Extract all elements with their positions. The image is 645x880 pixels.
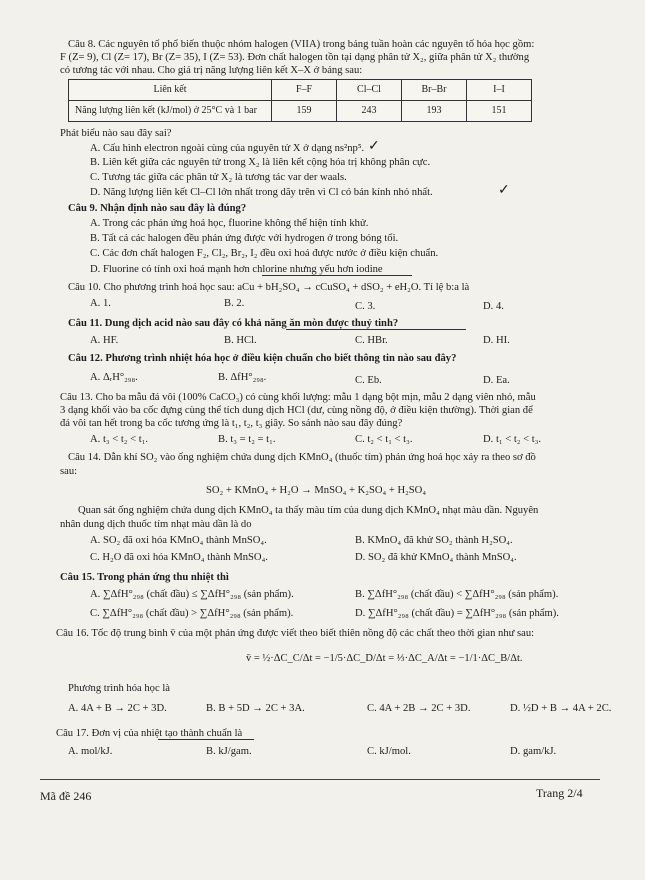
q15-option-c[interactable]: C. ∑ΔfH°₂₉₈ (chất đầu) > ∑ΔfH°₂₉₈ (sản phẩm). [90,608,294,619]
q15-option-a[interactable]: A. ∑ΔfH°₂₉₈ (chất đầu) ≤ ∑ΔfH°₂₉₈ (sản phẩm). [90,589,294,600]
q13-option-a[interactable]: A. t₃ < t₂ < t₁. [90,434,149,445]
q14-stem-line2: sau: [60,466,78,477]
q9-option-b[interactable]: B. Tất cả các halogen đều phản ứng được với hydrogen ở trong bóng tối. [90,233,399,244]
q9-stem: Câu 9. Nhận định nào sau đây là đúng? [68,203,247,214]
q14-stem-line4: nhân dung dịch thuốc tím nhạt màu dần là do [60,519,252,530]
q13-option-b[interactable]: B. t₃ = t₂ = t₁. [218,434,276,445]
q11-option-b[interactable]: B. HCl. [224,335,257,346]
q12-option-d[interactable]: D. Ea. [483,375,510,386]
q10-option-a[interactable]: A. 1. [90,298,111,309]
q10-option-c[interactable]: C. 3. [355,301,376,312]
page-number: Trang 2/4 [536,786,583,800]
q16-line2: Phương trình hóa học là [68,683,170,694]
table-val-cl-cl: 243 [337,101,402,122]
table-val-i-i: 151 [467,101,532,122]
q13-stem-line3: đá vôi tan hết trong ba cốc tương ứng là t₁, t₂, t₃ giây. So sánh nào sau đây đúng? [60,418,403,429]
q13-option-c[interactable]: C. t₂ < t₁ < t₃. [355,434,413,445]
q14-stem-line1: Câu 14. Dẫn khí SO₂ vào ống nghiệm chứa dung dịch KMnO₄ (thuốc tím) phản ứng hoá học xảy ra theo sơ đồ [68,452,536,463]
table-col-cl-cl: Cl–Cl [337,80,402,101]
q16-option-b[interactable]: B. B + 5D → 2C + 3A. [206,703,305,714]
q9-option-a[interactable]: A. Trong các phản ứng hoá học, fluorine không thể hiện tính khử. [90,218,369,229]
underline-mark [262,275,412,276]
q14-option-d[interactable]: D. SO₂ đã khử KMnO₄ thành MnSO₄. [355,552,517,563]
q8-stem-line1: Câu 8. Các nguyên tố phổ biến thuộc nhóm halogen (VIIA) trong bảng tuần hoàn các nguyên tố hóa học gồm: [68,39,535,50]
q14-stem-line3: Quan sát ống nghiệm chứa dung dịch KMnO₄ ta thấy màu tím của dung dịch KMnO₄ nhạt màu dần. Nguyên [78,505,539,516]
q16-option-c[interactable]: C. 4A + 2B → 2C + 3D. [367,703,471,714]
q14-option-a[interactable]: A. SO₂ đã oxi hóa KMnO₄ thành MnSO₄. [90,535,267,546]
table-val-f-f: 159 [272,101,337,122]
check-mark-icon: ✓ [368,139,380,154]
q17-option-a[interactable]: A. mol/kJ. [68,746,113,757]
q10-stem: Câu 10. Cho phương trình hoá học sau: aCu + bH₂SO₄ → cCuSO₄ + dSO₂ + eH₂O. Tỉ lệ b:a là [68,282,470,293]
q8-option-d[interactable]: D. Năng lượng liên kết Cl–Cl lớn nhất trong dãy trên vì Cl có bán kính nhỏ nhất. [90,187,433,198]
q13-stem-line2: 3 dạng khối vào ba cốc đựng cùng thể tích dung dịch HCl (dư, cùng nồng độ, ở điều kiện thường). Thời gian để [60,405,533,416]
footer-divider [40,779,600,780]
q12-option-b[interactable]: B. ΔfH°₂₉₈. [218,372,267,383]
q17-option-c[interactable]: C. kJ/mol. [367,746,411,757]
q17-option-d[interactable]: D. gam/kJ. [510,746,557,757]
q12-option-a[interactable]: A. ΔᵣH°₂₉₈. [90,372,138,383]
q10-option-d[interactable]: D. 4. [483,301,504,312]
table-col-i-i: I–I [467,80,532,101]
q8-option-a[interactable]: A. Cấu hình electron ngoài cùng của nguyên tử X ở dạng ns²np⁵. [90,143,365,154]
q11-option-a[interactable]: A. HF. [90,335,119,346]
q12-option-c[interactable]: C. Eb. [355,375,382,386]
q14-option-c[interactable]: C. H₂O đã oxi hóa KMnO₄ thành MnSO₄. [90,552,268,563]
q11-option-c[interactable]: C. HBr. [355,335,388,346]
table-header-bond: Liên kết [69,80,272,101]
q14-option-b[interactable]: B. KMnO₄ đã khử SO₂ thành H₂SO₄. [355,535,513,546]
q8-option-c[interactable]: C. Tương tác giữa các phân tử X₂ là tương tác var der waals. [90,172,347,183]
underline-mark [286,329,466,330]
q8-stem-line2: F (Z= 9), Cl (Z= 17), Br (Z= 35), I (Z= 53). Đơn chất halogen tồn tại dạng phân tử X₂, giữa phân tử X₂ thường [60,52,530,63]
q17-option-b[interactable]: B. kJ/gam. [206,746,252,757]
q16-formula: v̄ = ½·ΔC_C/Δt = −1/5·ΔC_D/Δt = ⅓·ΔC_A/Δt = −1/1·ΔC_B/Δt. [246,653,523,664]
table-header-energy: Năng lượng liên kết (kJ/mol) ở 25°C và 1 bar [69,101,272,122]
q13-option-d[interactable]: D. t₁ < t₂ < t₃. [483,434,542,445]
table-col-f-f: F–F [272,80,337,101]
q16-option-a[interactable]: A. 4A + B → 2C + 3D. [68,703,167,714]
table-val-br-br: 193 [402,101,467,122]
q11-stem: Câu 11. Dung dịch acid nào sau đây có khả năng ăn mòn được thuỷ tinh? [68,318,399,329]
q9-option-d[interactable]: D. Fluorine có tính oxi hoá mạnh hơn chlorine nhưng yếu hơn iodine [90,264,383,275]
table-col-br-br: Br–Br [402,80,467,101]
underline-mark [158,739,254,740]
q9-option-c[interactable]: C. Các đơn chất halogen F₂, Cl₂, Br₂, I₂ đều oxi hoá được nước ở điều kiện chuẩn. [90,248,439,259]
q8-option-b[interactable]: B. Liên kết giữa các nguyên tử trong X₂ là liên kết cộng hóa trị không phân cực. [90,157,431,168]
q8-stem-line3: có tương tác với nhau. Cho giá trị năng lượng liên kết X–X ở bảng sau: [60,65,363,76]
q16-stem: Câu 16. Tốc độ trung bình v̄ của một phản ứng được viết theo biết thiên nồng độ các chất theo thời gian như sau: [56,628,535,639]
q10-option-b[interactable]: B. 2. [224,298,245,309]
bond-energy-table [68,79,532,122]
exam-code: Mã đề 246 [40,789,92,803]
q17-stem: Câu 17. Đơn vị của nhiệt tạo thành chuẩn là [56,728,243,739]
q15-stem: Câu 15. Trong phản ứng thu nhiệt thì [60,572,229,583]
q15-option-d[interactable]: D. ∑ΔfH°₂₉₈ (chất đầu) = ∑ΔfH°₂₉₈ (sản phẩm). [355,608,559,619]
q13-stem-line1: Câu 13. Cho ba mẫu đá vôi (100% CaCO₃) có cùng khối lượng: mẫu 1 dạng bột mịn, mẫu 2 dạng viên nhỏ, mẫu [60,392,536,403]
q16-option-d[interactable]: D. ½D + B → 4A + 2C. [510,703,612,714]
q11-option-d[interactable]: D. HI. [483,335,510,346]
q12-stem: Câu 12. Phương trình nhiệt hóa học ở điều kiện chuẩn cho biết thông tin nào sau đây? [68,353,457,364]
q8-ask: Phát biểu nào sau đây sai? [60,128,172,139]
q15-option-b[interactable]: B. ∑ΔfH°₂₉₈ (chất đầu) < ∑ΔfH°₂₉₈ (sản phẩm). [355,589,559,600]
check-mark-icon: ✓ [498,183,510,198]
q14-equation: SO₂ + KMnO₄ + H₂O → MnSO₄ + K₂SO₄ + H₂SO₄ [206,485,427,496]
